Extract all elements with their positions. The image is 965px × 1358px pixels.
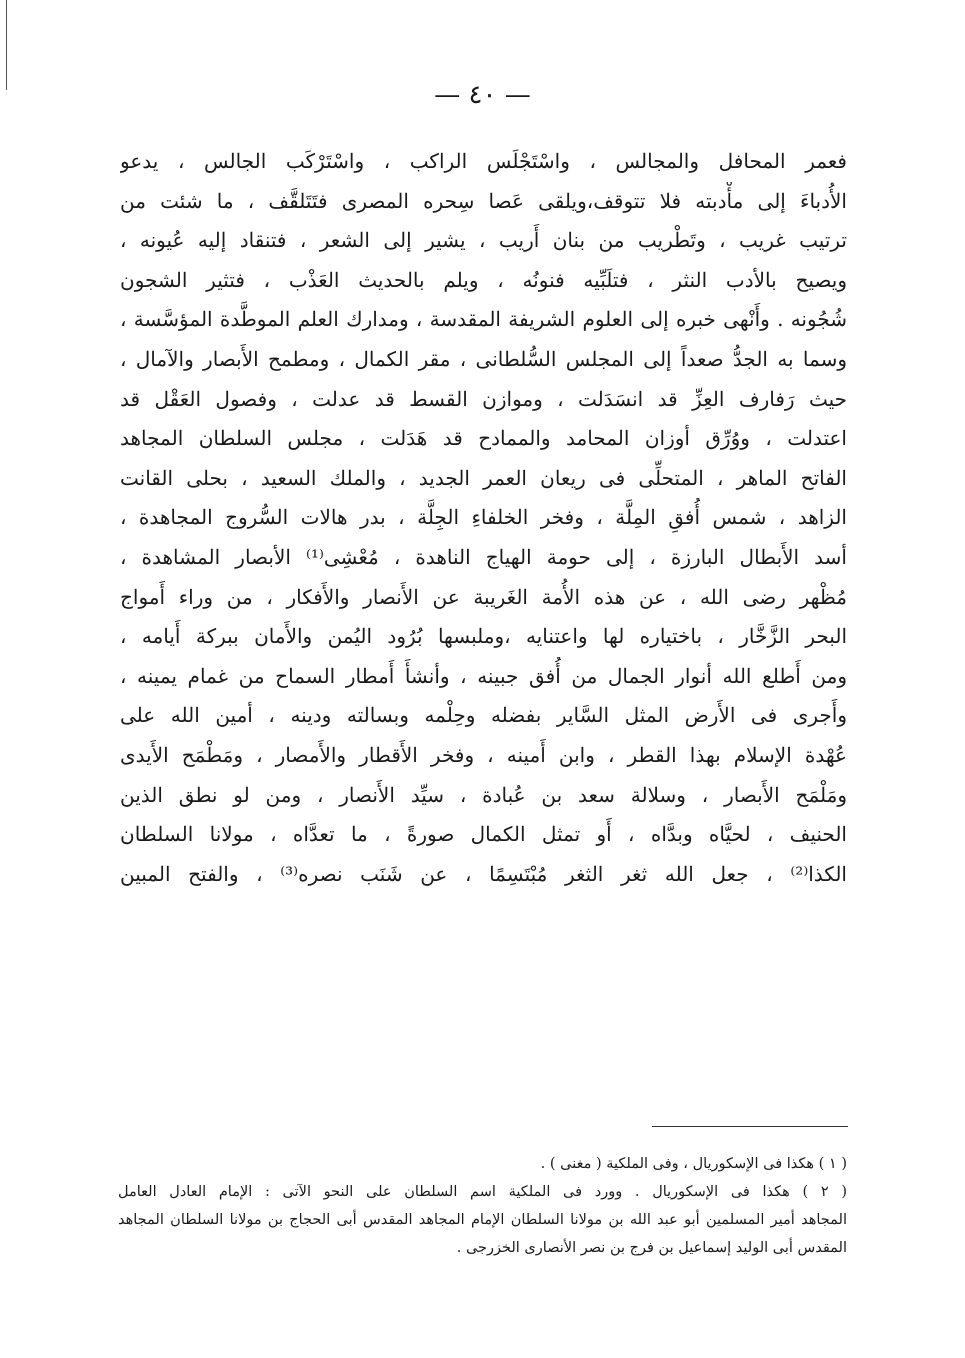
text-line: البحر الزَّخَّار ، باختياره لها واعتنايه ،وملبسها بُرُود اليُمن والأَمان ببركة أَيامه ، [120, 624, 847, 649]
text-line: حيث رَفارف العِزِّ قد انسَدَلت ، وموازن القسط قد عدلت ، وفصول العَقْل قد [120, 386, 847, 411]
text-line: الكذا⁽²⁾ ، جعل الله ثغر الثغر مُبْتَسِمًا ، عن شَنَب نصره⁽³⁾ ، والفتح المبين [120, 861, 847, 886]
text-line: مُظْهر رضى الله ، عن هذه الأُمة الغَريبة عن الأَنصار والأَفكار ، من وراء أَمواج [120, 584, 847, 609]
footnote-divider [652, 1126, 848, 1127]
footnote-line: المقدس أبى الوليد إسماعيل بن فرج بن نصر الأنصارى الخزرجى . [456, 1240, 847, 1256]
text-line: ويصيح بالأدب النثر ، فتلَبِّيه فنونُه ، ويلم بالحديث العَذْب ، فتثير الشجون [120, 267, 847, 292]
text-line: فعمر المحافل والمجالس ، واسْتَجْلَس الراكب ، واسْتَرْكَب الجالس ، يدعو [120, 149, 847, 173]
text-line: ترتيب غريب ، وتَطْريب من بنان أَريب ، يشير إلى الشعر ، فتنقاد إليه عُيونه ، [120, 228, 847, 253]
footnote-line: ( ١ ) هكذا فى الإسكوريال ، وفى الملكية ( مغنى ) . [540, 1156, 847, 1172]
text-line: عُهْدة الإسلام بهذا القطر ، وابن أَمينه ، وفخر الأَقطار والأَمصار ، ومَطْمَح الأَيدى [120, 742, 847, 767]
page-number: — ٤٠ — [434, 80, 531, 110]
text-line: اعتدلت ، ووُرِّق أوزان المحامد والممادح قد هَدَلت ، مجلس السلطان المجاهد [120, 426, 847, 451]
body-text [120, 142, 847, 894]
text-line: شُجُونه . وأَنْهى خبره إلى العلوم الشريفة المقدسة ، ومدارك العلم الموطَّدة المؤسَّسة ، [120, 307, 847, 332]
text-line: أسد الأَبطال البارزة ، إلى حومة الهياج الناهدة ، مُعْشِى⁽¹⁾ الأبصار المشاهدة ، [120, 544, 847, 569]
text-line: وسما به الجدُّ صعداً إلى المجلس السُّلطانى ، مقر الكمال ، ومطمح الأَبصار والآمال ، [120, 346, 847, 371]
text-line: الأُدباءَ إلى مأْدبته فلا تتوقف،ويلقى عَصا سِحره المصرى فتَتَلقَّف ، ما شئت من [120, 188, 847, 213]
text-line: الزاهد ، شمس أُفقِ المِلَّة ، وفخر الخلفاءِ الجِلَّة ، بدر هالات السُّروج المجاهدة ، [120, 505, 847, 530]
text-line: الفاتح الماهر ، المتحلِّى فى ريعان العمر الجديد ، والملك السعيد ، بحلى القانت [120, 465, 847, 490]
footnotes [118, 1150, 847, 1262]
scan-edge-line [6, 0, 7, 90]
text-line: وأَجرى فى الأَرض المثل السَّاير بفضله وحِلْمه وبسالته ودينه ، أمين الله على [120, 703, 847, 728]
footnote-line: المجاهد أمير المسلمين أبو عبد الله بن مولانا السلطان الإمام المجاهد المقدس أبى الحجاج بن مولانا السلطان المجاهد [118, 1212, 847, 1228]
text-line: الحنيف ، لحيَّاه وبدَّاه ، أَو تمثل الكمال صورةً ، ما تعدَّاه ، مولانا السلطان [120, 822, 847, 847]
footnote-line: ( ٢ ) هكذا فى الإسكوريال . وورد فى الملكية اسم السلطان على النحو الآتى : الإمام العادل العامل [118, 1184, 847, 1200]
text-line: ومن أَطلع الله أنوار الجمال من أُفق جبينه ، وأنشأَ أَمطار السماح من غمام يمينه ، [120, 663, 847, 688]
text-line: ومَلْمَح الأَبصار ، وسلالة سعد بن عُبادة ، سيِّد الأَنصار ، ومن لو نطق الذين [120, 782, 847, 807]
